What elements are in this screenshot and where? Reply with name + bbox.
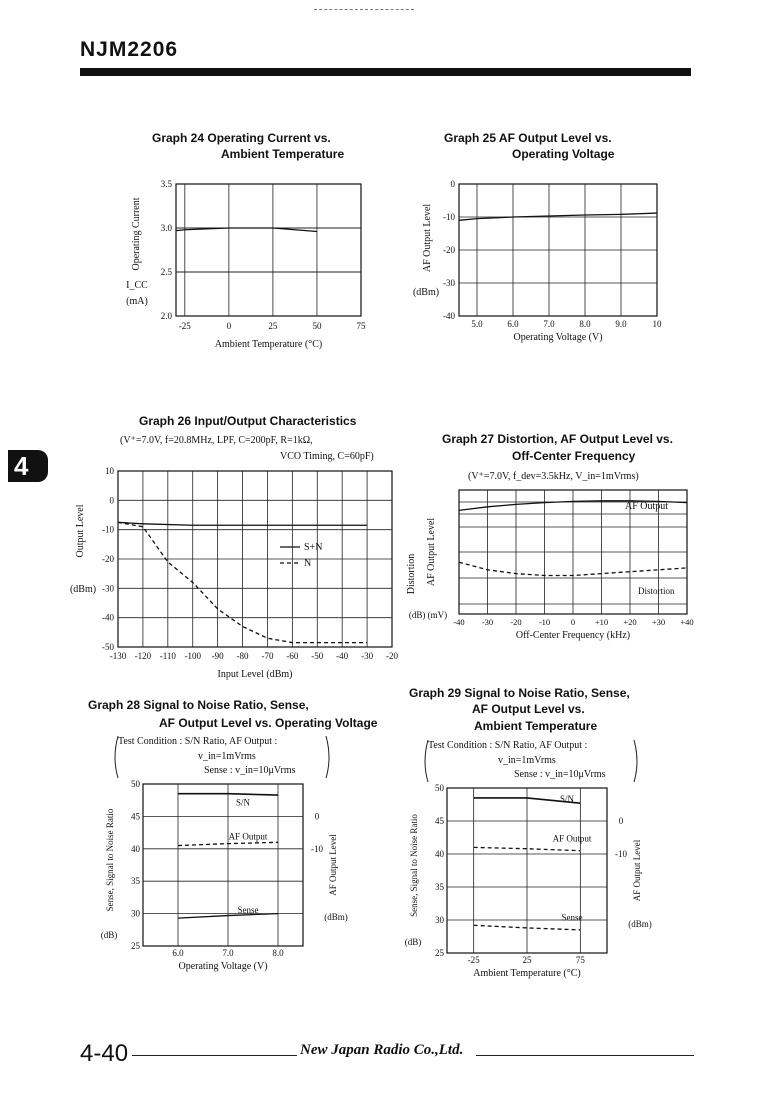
g28-label-af-output: AF Output [228,831,268,842]
g28-label-sn: S/N [235,797,251,808]
g28-y-tick-label: 45 [131,811,140,822]
g25-y-tick-label: -20 [443,245,455,255]
g26-x-tick-label: -20 [386,651,398,661]
g28-condition-2: v_in=1mVrms [198,751,256,762]
g26-x-tick-label: -30 [361,651,374,661]
g24-x-tick-label: -25 [178,321,191,331]
g29-x-tick-label: 25 [522,955,532,965]
g26-x-tick-label: -60 [286,651,299,661]
g29-y-tick-label: 35 [435,882,444,892]
g29-y-tick-label: 45 [435,816,444,826]
g26-x-tick-label: -110 [159,651,176,661]
g26-x-tick-label: -70 [261,651,274,661]
footer-rule-left [132,1055,297,1056]
g28-y2-unit: (dBm) [324,912,348,922]
g27-label-af-output: AF Output [625,501,669,512]
g28-y-tick-label: 25 [131,941,140,951]
g24-y-tick-label: 3.0 [160,223,172,233]
g25-y-tick-label: 0 [450,179,455,189]
section-tab: 4 [8,450,48,482]
g24-x-tick-label: 25 [268,321,278,331]
g29-title-line2: AF Output Level vs. [472,702,585,716]
g25-x-axis-label: Operating Voltage (V) [513,332,603,343]
g28-condition-3: Sense : v_in=10μVrms [204,765,296,776]
g26-y-tick-label: 0 [109,495,114,506]
g24-y-tick-label: 3.5 [160,179,172,189]
g28-x-tick-label: 6.0 [172,948,184,958]
g29-label-af-output: AF Output [552,833,592,844]
g29-y-tick-label: 40 [435,849,444,859]
g25-x-tick-label: 6.0 [507,319,519,329]
g29-condition-1: Test Condition : S/N Ratio, AF Output : [428,740,588,751]
g25-x-tick-label: 9.0 [615,319,627,329]
g29-x-axis-label: Ambient Temperature (°C) [473,968,581,979]
g27-label-distortion: Distortion [638,586,675,596]
g26-x-tick-label: -100 [184,651,201,661]
g28-y2-tick-label: -10 [311,843,323,854]
g27-x-tick-label: +40 [680,617,694,627]
g26-condition-2: VCO Timing, C=60pF) [280,451,374,462]
g26-condition-1: (V⁺=7.0V, f=20.8MHz, LPF, C=200pF, R=1kΩ, [120,435,313,446]
g27-title-line1: Graph 27 Distortion, AF Output Level vs. [442,432,673,446]
g28-y-tick-label: 50 [131,779,140,789]
g25-title-line2: Operating Voltage [512,147,615,161]
g25-y-tick-label: -10 [443,212,455,222]
g25-x-tick-label: 5.0 [471,319,483,329]
g26-y-tick-label: -30 [102,583,114,594]
g27-condition: (V⁺=7.0V, f_dev=3.5kHz, V_in=1mVrms) [468,471,639,482]
g28-y-tick-label: 35 [131,876,140,887]
footer-rule-right [476,1055,694,1056]
g27-x-tick-label: -40 [453,617,465,627]
g24-title-line2: Ambient Temperature [221,147,345,161]
g29-y2-tick-label: -10 [615,849,627,859]
g29-y-tick-label: 50 [435,783,444,793]
g26-y-tick-label: -10 [102,524,114,535]
g29-y-axis-label: Sense, Signal to Noise Ratio [409,814,419,917]
g29-title-line1: Graph 29 Signal to Noise Ratio, Sense, [409,686,630,700]
g26-y-unit: (dBm) [69,584,97,595]
g27-x-tick-label: -10 [538,617,551,627]
g25-y-axis-label: AF Output Level [422,203,433,273]
g26-x-tick-label: -130 [109,651,127,661]
g28-condition-1: Test Condition : S/N Ratio, AF Output : [118,736,278,747]
g26-x-tick-label: -90 [211,651,224,661]
g26-x-tick-label: -40 [336,651,349,661]
g25-y-tick-label: -40 [443,311,455,321]
g28-label-sense: Sense [237,905,259,916]
g28-title-line1: Graph 28 Signal to Noise Ratio, Sense, [88,698,309,712]
g26-x-tick-label: -50 [311,651,324,661]
g24-x-tick-label: 0 [226,321,232,331]
g26-y-tick-label: -20 [102,554,114,564]
g26-x-tick-label: -120 [134,651,152,661]
g26-y-tick-label: -50 [102,642,114,652]
g29-condition-2: v_in=1mVrms [498,755,556,766]
g25-x-tick-label: 8.0 [579,319,591,329]
g27-x-tick-label: -30 [481,617,494,627]
g28-y-axis-label: Sense, Signal to Noise Ratio [105,808,115,912]
company-logo-text: New Japan Radio Co.,Ltd. [300,1042,464,1058]
g29-x-tick-label: 75 [575,955,585,965]
g25-x-tick-label: 7.0 [543,319,555,329]
g24-y-unit: (mA) [126,296,148,307]
g26-y-tick-label: 10 [105,466,114,476]
g24-x-tick-label: 75 [356,321,366,331]
g28-y-unit: (dB) [100,930,118,940]
g29-y-unit: (dB) [404,937,422,947]
g27-y-axis-label-left: Distortion [406,553,417,595]
g27-title-line2: Off-Center Frequency [512,449,636,463]
g25-y-unit: (dBm) [412,287,440,298]
g28-plot-frame [143,784,303,946]
g24-y-tick-label: 2.0 [160,311,172,321]
g26-x-axis-label: Input Level (dBm) [217,669,293,680]
g29-y2-axis-label: AF Output Level [632,839,642,902]
g28-y2-axis-label: AF Output Level [328,834,338,896]
g28-x-tick-label: 8.0 [272,948,284,958]
g27-x-axis-label: Off-Center Frequency (kHz) [515,630,631,641]
g28-title-line2: AF Output Level vs. Operating Voltage [159,716,378,730]
g26-legend-label-sn: S+N [304,542,323,553]
g26-legend-label-n: N [304,558,312,569]
g29-y-tick-label: 25 [435,948,444,958]
g28-y2-tick-label: 0 [314,811,320,822]
g28-x-axis-label: Operating Voltage (V) [178,961,268,972]
g24-plot-frame [176,184,361,316]
g28-y-tick-label: 30 [131,908,140,919]
page-number: 4-40 [80,1040,129,1067]
g29-label-sense: Sense [561,912,583,923]
g26-x-tick-label: -80 [236,651,249,661]
g27-x-tick-label: +30 [651,617,666,627]
g29-y2-tick-label: 0 [618,816,624,826]
g25-y-tick-label: -30 [443,278,455,288]
g24-y-tick-label: 2.5 [160,267,172,277]
g24-title-line1: Graph 24 Operating Current vs. [152,131,331,145]
g29-condition-3: Sense : v_in=10μVrms [514,769,606,780]
g29-y-tick-label: 30 [435,915,444,925]
g27-y-unit: (dB) (mV) [408,610,448,620]
g26-title: Graph 26 Input/Output Characteristics [139,414,357,428]
g28-x-tick-label: 7.0 [222,948,234,958]
g28-y-tick-label: 40 [131,843,140,854]
g24-x-axis-label: Ambient Temperature (°C) [214,339,323,350]
g29-label-sn: S/N [559,793,575,804]
g25-x-tick-label: 10 [652,319,662,329]
g29-y2-unit: (dBm) [628,919,652,929]
g24-y-axis-label: Operating Current [131,197,142,271]
g29-x-tick-label: -25 [467,955,480,965]
g27-y-axis-label-right: AF Output Level [426,517,437,587]
part-number: NJM2206 [80,38,179,61]
g27-x-tick-label: +20 [623,617,637,627]
g27-x-tick-label: 0 [570,617,576,627]
g25-title-line1: Graph 25 AF Output Level vs. [444,131,612,145]
g26-y-tick-label: -40 [102,612,114,623]
g27-x-tick-label: +10 [594,617,609,627]
g27-x-tick-label: -20 [510,617,522,627]
g24-x-tick-label: 50 [312,321,322,331]
g29-title-line3: Ambient Temperature [474,719,598,733]
g24-y-unit-symbol: I_CC [126,280,148,291]
g24-series-line [176,228,317,232]
g26-y-axis-label: Output Level [75,504,86,558]
